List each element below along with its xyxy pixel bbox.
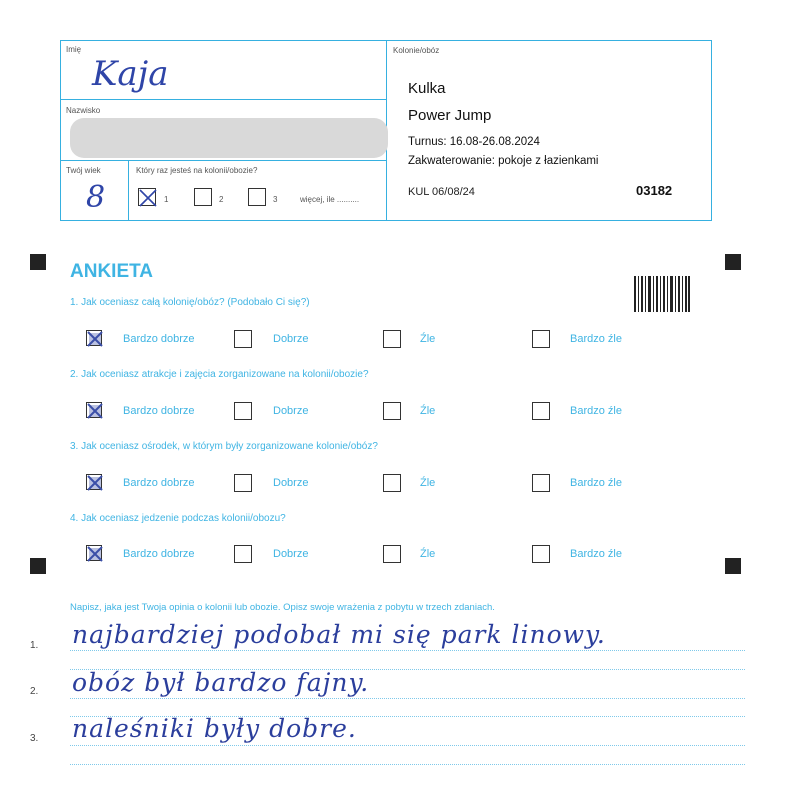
- q1-option-label: Bardzo źle: [570, 333, 622, 345]
- line-number: 2.: [30, 686, 39, 697]
- accommodation: Zakwaterowanie: pokoje z łazienkami: [408, 155, 599, 167]
- q4-option-zle-checkbox[interactable]: [383, 545, 401, 563]
- name-label: Imię: [66, 45, 82, 54]
- answer-dotted-line: [70, 650, 745, 651]
- camp-name: Kulka: [408, 80, 446, 97]
- line-number: 1.: [30, 640, 39, 651]
- q3-option-zle-checkbox[interactable]: [383, 474, 401, 492]
- times-checkbox-2[interactable]: [194, 188, 212, 206]
- q4-option-bardzo-dobrze-checkbox[interactable]: [86, 545, 102, 561]
- question-1: 1. Jak oceniasz całą kolonię/obóz? (Podobało Ci się?): [70, 297, 310, 308]
- q4-option-label: Źle: [420, 548, 436, 560]
- q3-option-dobrze-checkbox[interactable]: [234, 474, 252, 492]
- q3-option-label: Dobrze: [273, 477, 309, 489]
- barcode: [634, 276, 690, 312]
- q1-option-label: Bardzo dobrze: [123, 333, 195, 345]
- corner-marker: [725, 254, 741, 270]
- camp-program: Power Jump: [408, 107, 492, 124]
- q3-option-bardzo-dobrze-checkbox[interactable]: [86, 474, 102, 490]
- q2-option-label: Dobrze: [273, 405, 309, 417]
- times-option-3: 3: [273, 195, 278, 204]
- age-label: Twój wiek: [66, 166, 101, 175]
- q2-option-bardzo-zle-checkbox[interactable]: [532, 402, 550, 420]
- q4-option-label: Bardzo źle: [570, 548, 622, 560]
- answer-line-1[interactable]: najbardziej podobał mi się park linowy.: [72, 620, 606, 649]
- times-checkbox-3[interactable]: [248, 188, 266, 206]
- q2-option-bardzo-dobrze-checkbox[interactable]: [86, 402, 102, 418]
- q1-option-bardzo-dobrze-checkbox[interactable]: [86, 330, 102, 346]
- turnus: Turnus: 16.08-26.08.2024: [408, 136, 540, 148]
- answer-line-3[interactable]: naleśniki były dobre.: [72, 714, 357, 743]
- q1-option-bardzo-zle-checkbox[interactable]: [532, 330, 550, 348]
- age-value: 8: [86, 180, 106, 215]
- q3-option-label: Źle: [420, 477, 436, 489]
- times-checkbox-1[interactable]: [138, 188, 156, 206]
- q4-option-bardzo-zle-checkbox[interactable]: [532, 545, 550, 563]
- q1-option-zle-checkbox[interactable]: [383, 330, 401, 348]
- times-label: Który raz jesteś na kolonii/obozie?: [136, 166, 258, 175]
- corner-marker: [30, 254, 46, 270]
- times-option-1: 1: [164, 195, 169, 204]
- answer-dotted-line: [70, 698, 745, 699]
- camp-code: KUL 06/08/24: [408, 186, 475, 198]
- q3-option-label: Bardzo źle: [570, 477, 622, 489]
- times-more: więcej, ile ..........: [300, 195, 360, 204]
- name-value: Kaja: [92, 54, 169, 94]
- q2-option-label: Bardzo źle: [570, 405, 622, 417]
- question-2: 2. Jak oceniasz atrakcje i zajęcia zorganizowane na kolonii/obozie?: [70, 369, 369, 380]
- q4-option-label: Dobrze: [273, 548, 309, 560]
- q2-option-label: Bardzo dobrze: [123, 405, 195, 417]
- opinion-prompt: Napisz, jaka jest Twoja opinia o kolonii lub obozie. Opisz swoje wrażenia z pobytu w trzech zdaniach.: [70, 602, 495, 613]
- q3-option-bardzo-zle-checkbox[interactable]: [532, 474, 550, 492]
- q2-option-label: Źle: [420, 405, 436, 417]
- answer-line-2[interactable]: obóz był bardzo fajny.: [72, 668, 370, 697]
- q2-option-dobrze-checkbox[interactable]: [234, 402, 252, 420]
- times-option-2: 2: [219, 195, 224, 204]
- corner-marker: [30, 558, 46, 574]
- q1-option-label: Dobrze: [273, 333, 309, 345]
- survey-title: ANKIETA: [70, 261, 154, 282]
- q3-option-label: Bardzo dobrze: [123, 477, 195, 489]
- q4-option-label: Bardzo dobrze: [123, 548, 195, 560]
- q1-option-label: Źle: [420, 333, 436, 345]
- answer-dotted-line: [70, 745, 745, 746]
- question-3: 3. Jak oceniasz ośrodek, w którym były zorganizowane kolonie/obóz?: [70, 441, 378, 452]
- surname-label: Nazwisko: [66, 106, 101, 115]
- q4-option-dobrze-checkbox[interactable]: [234, 545, 252, 563]
- line-number: 3.: [30, 733, 39, 744]
- answer-dotted-line: [70, 764, 745, 765]
- q1-option-dobrze-checkbox[interactable]: [234, 330, 252, 348]
- camp-label: Kolonie/obóz: [393, 46, 440, 55]
- form-number: 03182: [636, 183, 673, 198]
- redacted-surname: [70, 118, 388, 158]
- q2-option-zle-checkbox[interactable]: [383, 402, 401, 420]
- question-4: 4. Jak oceniasz jedzenie podczas kolonii/obozu?: [70, 513, 286, 524]
- corner-marker: [725, 558, 741, 574]
